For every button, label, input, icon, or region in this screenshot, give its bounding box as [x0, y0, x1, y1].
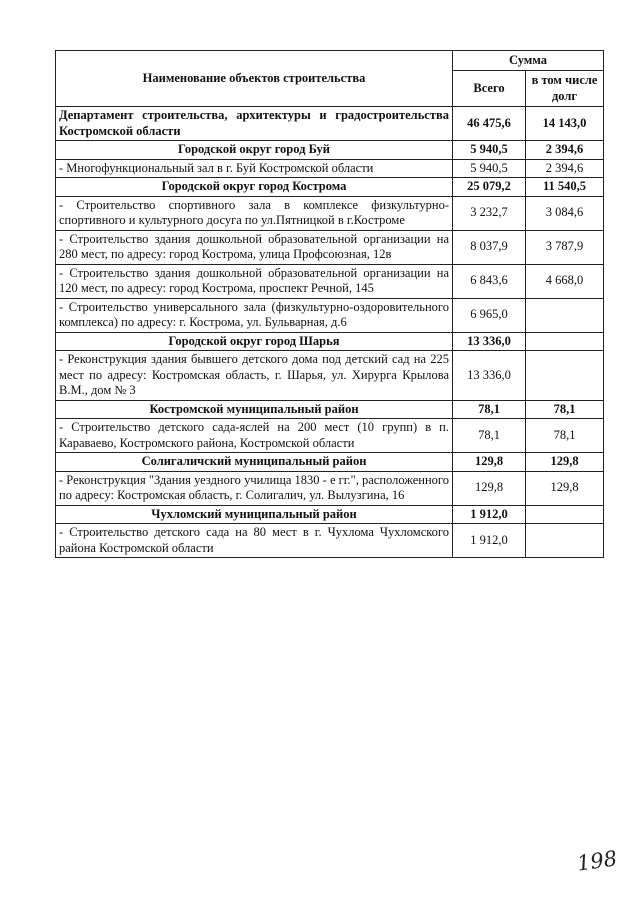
row-debt: 2 394,6 — [526, 141, 604, 160]
table-row — [56, 453, 604, 472]
row-total: 8 037,9 — [453, 230, 526, 264]
row-debt: 2 394,6 — [526, 159, 604, 178]
row-debt — [526, 524, 604, 558]
row-debt: 14 143,0 — [526, 107, 604, 141]
row-total: 6 843,6 — [453, 264, 526, 298]
budget-table — [55, 50, 604, 558]
row-total: 129,8 — [453, 453, 526, 472]
row-name: Городской округ город Буй — [56, 141, 453, 160]
row-debt: 78,1 — [526, 400, 604, 419]
row-debt: 11 540,5 — [526, 178, 604, 197]
row-name: - Строительство здания дошкольной образовательной организации на 120 мест, по адресу: город Кострома, проспект Речной, 145 — [56, 264, 453, 298]
row-total: 5 940,5 — [453, 141, 526, 160]
row-name: - Строительство универсального зала (физкультурно-оздоровительного комплекса) по адресу: г. Кострома, ул. Бульварная, д.6 — [56, 298, 453, 332]
row-name: - Строительство детского сада на 80 мест в г. Чухлома Чухломского района Костромской области — [56, 524, 453, 558]
row-name: Чухломский муниципальный район — [56, 505, 453, 524]
page-number: 198 — [575, 846, 619, 876]
table-row — [56, 332, 604, 351]
row-name: Департамент строительства, архитектуры и градостроительства Костромской области — [56, 107, 453, 141]
row-name: Городской округ город Кострома — [56, 178, 453, 197]
row-total: 78,1 — [453, 419, 526, 453]
table-row — [56, 351, 604, 401]
table-row — [56, 419, 604, 453]
row-debt: 78,1 — [526, 419, 604, 453]
row-name: - Строительство здания дошкольной образовательной организации на 280 мест, по адресу: город Кострома, улица Профсоюзная, 12в — [56, 230, 453, 264]
row-total: 13 336,0 — [453, 332, 526, 351]
row-debt — [526, 332, 604, 351]
row-total: 46 475,6 — [453, 107, 526, 141]
row-debt — [526, 351, 604, 401]
table-row — [56, 196, 604, 230]
row-debt: 3 084,6 — [526, 196, 604, 230]
table-row — [56, 524, 604, 558]
row-name: - Многофункциональный зал в г. Буй Костромской области — [56, 159, 453, 178]
row-total: 5 940,5 — [453, 159, 526, 178]
row-name: - Строительство спортивного зала в комплексе физкультурно-спортивного и культурного досуга по ул.Пятницкой в г.Костроме — [56, 196, 453, 230]
row-total: 13 336,0 — [453, 351, 526, 401]
row-debt: 4 668,0 — [526, 264, 604, 298]
header-total: Всего — [453, 71, 526, 107]
table-row — [56, 505, 604, 524]
header-name: Наименование объектов строительства — [56, 51, 453, 107]
row-debt: 3 787,9 — [526, 230, 604, 264]
row-debt: 129,8 — [526, 453, 604, 472]
table-row — [56, 178, 604, 197]
row-total: 25 079,2 — [453, 178, 526, 197]
table-row — [56, 471, 604, 505]
table-row — [56, 298, 604, 332]
header-debt: в том числе долг — [526, 71, 604, 107]
row-total: 6 965,0 — [453, 298, 526, 332]
row-debt — [526, 298, 604, 332]
row-total: 1 912,0 — [453, 524, 526, 558]
row-total: 1 912,0 — [453, 505, 526, 524]
row-total: 129,8 — [453, 471, 526, 505]
row-name: - Реконструкция здания бывшего детского дома под детский сад на 225 мест по адресу: Костромская область, г. Шарья, ул. Хирурга Крылова В.М., дом № 3 — [56, 351, 453, 401]
table-row — [56, 159, 604, 178]
row-debt — [526, 505, 604, 524]
table-row — [56, 107, 604, 141]
row-name: - Строительство детского сада-яслей на 200 мест (10 групп) в п. Караваево, Костромского района, Костромской области — [56, 419, 453, 453]
table-row — [56, 141, 604, 160]
row-total: 78,1 — [453, 400, 526, 419]
row-name: Городской округ город Шарья — [56, 332, 453, 351]
row-name: Солигаличский муниципальный район — [56, 453, 453, 472]
table-row — [56, 264, 604, 298]
row-name: - Реконструкция "Здания уездного училища 1830 - е гг.", расположенного по адресу: Костромская область, г. Солигалич, ул. Вылузгина, 16 — [56, 471, 453, 505]
row-name: Костромской муниципальный район — [56, 400, 453, 419]
row-total: 3 232,7 — [453, 196, 526, 230]
table-row — [56, 400, 604, 419]
header-sum: Сумма — [453, 51, 604, 71]
table-row — [56, 230, 604, 264]
row-debt: 129,8 — [526, 471, 604, 505]
